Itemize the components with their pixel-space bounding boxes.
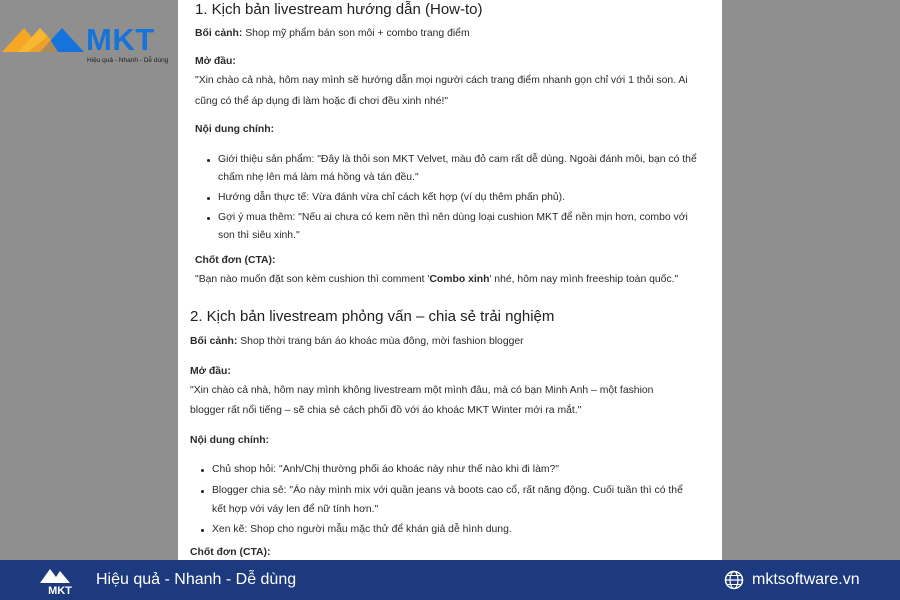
section1-opening-line1: "Xin chào cả nhà, hôm nay mình sẽ hướng dẫn mọi người cách trang điểm nhanh gọn chỉ với 1 thỏi son. Ai [195, 75, 688, 86]
section2-cta-label: Chốt đơn (CTA): [190, 547, 271, 558]
section1-context [195, 28, 470, 39]
context-text: Shop mỹ phẩm bán son môi + combo trang điểm [242, 28, 470, 39]
section2-title: 2. Kịch bản livestream phỏng vấn – chia sẻ trải nghiệm [190, 308, 555, 325]
section1-content-label: Nội dung chính: [195, 124, 275, 135]
list-item: Gợi ý mua thêm: "Nếu ai chưa có kem nền thì nên dùng loại cushion MKT để nền mịn hơn, combo với [218, 212, 688, 223]
mkt-logo [0, 22, 172, 64]
cta-pre: "Bạn nào muốn đặt son kèm cushion thì comment ' [195, 274, 430, 285]
list-item-continuation: kết hợp với váy len để nữ tính hơn." [212, 504, 379, 515]
context-text: Shop thời trang bán áo khoác mùa đông, mời fashion blogger [237, 336, 524, 347]
globe-icon [724, 570, 744, 590]
document-page [178, 0, 722, 560]
section2-content-label: Nội dung chính: [190, 435, 270, 446]
logo-wordmark: MKT [86, 22, 155, 57]
list-item: Chủ shop hỏi: "Anh/Chị thường phối áo khoác này như thế nào khi đi làm?" [212, 464, 559, 475]
footer-bar [0, 560, 900, 600]
footer-website-link[interactable]: mktsoftware.vn [752, 571, 860, 588]
list-item-continuation: chấm nhẹ lên má làm má hồng và tán đều." [218, 172, 419, 183]
section1-opening-line2: cũng có thể áp dụng đi làm hoặc đi chơi đều xinh nhé!" [195, 96, 449, 107]
section1-cta-label: Chốt đơn (CTA): [195, 255, 276, 266]
section1-cta-text [195, 274, 678, 285]
section2-opening-line1: "Xin chào cả nhà, hôm nay mình không livestream một mình đâu, mà có bạn Minh Anh – một fashion [190, 385, 654, 396]
section2-opening-line2: blogger rất nổi tiếng – sẽ chia sẻ cách phối đồ với áo khoác MKT Winter mới ra mắt." [190, 405, 582, 416]
list-item: Hướng dẫn thực tế: Vừa đánh vừa chỉ cách kết hợp (ví dụ thêm phấn phủ). [218, 192, 566, 203]
logo-tagline: Hiệu quả - Nhanh - Dễ dùng [87, 57, 169, 64]
cta-post: ' nhé, hôm nay mình freeship toàn quốc." [489, 274, 679, 285]
context-label: Bối cảnh: [190, 336, 238, 347]
section2-opening-label: Mở đầu: [190, 366, 231, 377]
footer-logo [38, 563, 82, 597]
list-item-continuation: son thì siêu xinh." [218, 230, 300, 241]
section1-title: 1. Kịch bản livestream hướng dẫn (How-to) [195, 1, 483, 18]
section1-opening-label: Mở đầu: [195, 56, 236, 67]
footer-slogan: Hiệu quả - Nhanh - Dễ dùng [96, 571, 297, 588]
list-item: Giới thiệu sản phẩm: "Đây là thỏi son MKT Velvet, màu đỏ cam rất dễ dùng. Ngoài đánh môi, bạn có thể [218, 154, 697, 165]
footer-logo-text: MKT [48, 585, 72, 597]
list-item: Blogger chia sẻ: "Áo này mình mix với quần jeans và boots cao cổ, rất năng động. Cuối tuần thì có thể [212, 485, 683, 496]
context-label: Bối cảnh: [195, 28, 243, 39]
list-item: Xen kẽ: Shop cho người mẫu mặc thử để khán giả dễ hình dung. [212, 524, 512, 535]
section2-context [190, 336, 524, 347]
cta-keyword: Combo xinh [429, 274, 490, 285]
mkt-logo-mark [0, 22, 86, 64]
